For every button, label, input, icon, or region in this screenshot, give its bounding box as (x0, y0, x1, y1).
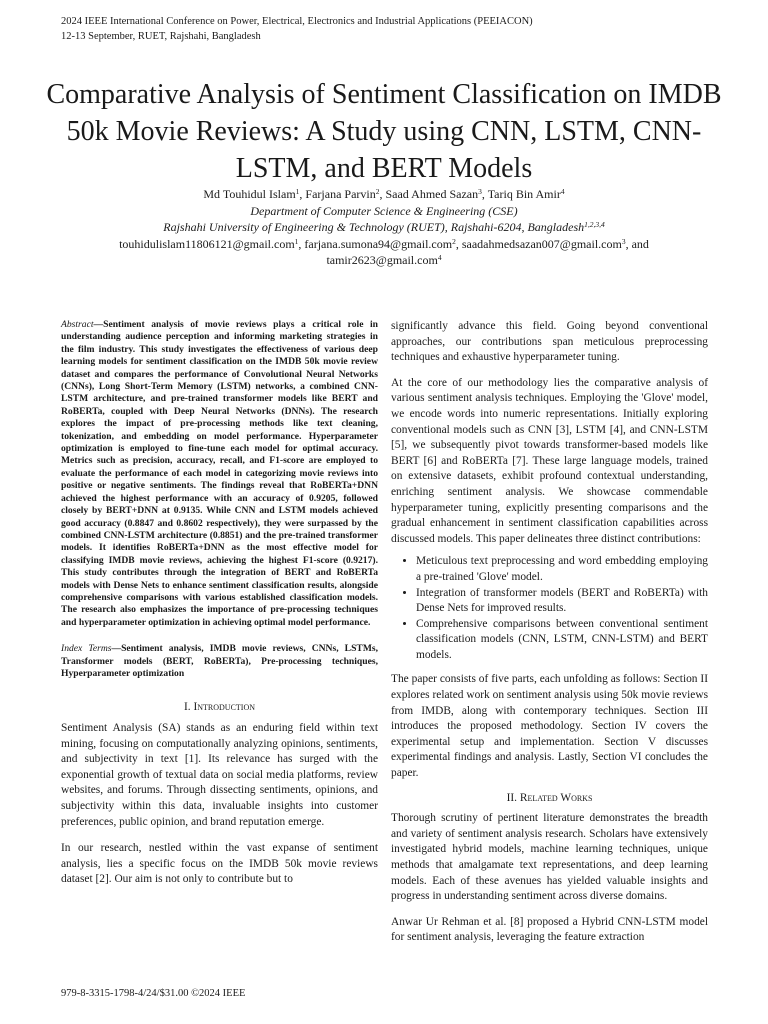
email-link[interactable]: saadahmedsazan007@gmail.com (461, 236, 622, 251)
department: Department of Computer Science & Engineering (CSE) (250, 203, 518, 218)
author-block (30, 186, 738, 269)
section-heading-related-works: II. Related Works (506, 791, 593, 804)
copyright-footer: 979-8-3315-1798-4/24/$31.00 ©2024 IEEE (61, 988, 246, 999)
university-affiliation-mark: 1,2,3,4 (584, 220, 605, 229)
email-list: touhidulislam11806121@gmail.com$^1$, farjana.sumona94@gmail.com$^2$, saadahmedsazan007@gmail.com$^3$, and tamir2623@gmail.com$^4$ (119, 236, 649, 267)
abstract-label: Abstract (61, 319, 94, 330)
right-paragraph-5: Anwar Ur Rehman et al. [8] proposed a Hybrid CNN-LSTM model for sentiment analysis, leveraging the feature extraction (391, 915, 708, 944)
list-item: • Integration of transformer models (BERT and RoBERTa) with Dense Nets for improved results. (416, 586, 708, 617)
email-link[interactable]: farjana.sumona94@gmail.com (304, 236, 453, 251)
right-paragraph-2: At the core of our methodology lies the comparative analysis of various sentiment analysis techniques. Employing the 'Glove' model, we encode words into numeric representations. Initially exploring conventional models such as CNN [3], LSTM [4], and CNN-LSTM [5], we subsequently pivot towards transformer-based models like BERT [6] and RoBERTa [7]. These large language models, trained on extensive datasets, exhibit profound contextual understanding, enriching sentiment analysis. We showcase commendable hyperparameter tuning, explicitly presenting comparisons and the gradual enhancement in sentiment classification capabilities across discussed models. This paper delineates three distinct contributions: (391, 376, 708, 545)
university (30, 219, 738, 236)
author-name: Saad Ahmed Sazan (385, 187, 479, 201)
abstract (61, 319, 378, 629)
email-affiliation-mark: 4 (437, 253, 442, 262)
intro-paragraph-1: Sentiment Analysis (SA) stands as an enduring field within text mining, focusing on computationally analyzing opinions, sentiments, and subjectivity in text [1]. Its relevance has surged with the exponential growth of textual data on social media platforms, review websites, and forums. Through dissecting sentiments, opinions, and subjectivity within this data, invaluable insights into customer preferences, public opinion, and brand reputation emerge. (61, 721, 378, 828)
index-terms-label: Index Terms (61, 643, 112, 655)
right-paragraph-4: Thorough scrutiny of pertinent literature demonstrates the breadth and variety of sentiment analysis research. Scholars have extensively investigated hybrid models, machine learning techniques, unique methods that amalgamate text representations, and deep learning models. Each of these avenues has yielded valuable insights and progress in understanding sentiment across diverse domains. (391, 812, 708, 903)
email-affiliation-mark: 1 (294, 236, 299, 246)
contribution-list (391, 554, 708, 663)
index-terms-text: —Sentiment analysis, IMDB movie reviews, CNNs, LSTMs, Transformer models (BERT, RoBERTa), Pre-processing techniques, Hyperparameter optimization (61, 643, 379, 679)
conference-line-2: 12-13 September, RUET, Rajshahi, Bangladesh (61, 31, 261, 42)
university-name: Rajshahi University of Engineering & Technology (RUET), Rajshahi-6204, Bangladesh (163, 220, 585, 234)
right-paragraph-1: significantly advance this field. Going beyond conventional approaches, our contributions span meticulous preprocessing techniques and exhaustive hyperparameter tuning. (391, 320, 708, 364)
index-terms (61, 643, 378, 680)
author-affiliation-mark: 1 (295, 187, 300, 196)
email-affiliation-mark: 3 (621, 236, 626, 246)
email-link[interactable]: touhidulislam11806121@gmail.com (119, 236, 295, 251)
author-affiliation-mark: 2 (375, 187, 380, 196)
intro-paragraph-2: In our research, nestled within the vast expanse of sentiment analysis, lies a specific focus on the IMDB 50k movie reviews dataset [2]. Our aim is not only to contribute but to (61, 842, 378, 886)
author-name: Tariq Bin Amir (487, 187, 561, 201)
conference-header (61, 14, 533, 44)
paper-title: Comparative Analysis of Sentiment Classification on IMDB 50k Movie Reviews: A Study using CNN, LSTM, CNN-LSTM, and BERT Models (46, 79, 722, 184)
right-column (391, 319, 708, 946)
author-affiliation-mark: 3 (478, 187, 482, 196)
author-name: Farjana Parvin (305, 187, 376, 201)
right-paragraph-3: The paper consists of five parts, each unfolding as follows: Section II explores related work on sentiment analysis using 50k movie reviews from IMDB, along with contemporary techniques. Section III introduces the proposed methodology. Section IV covers the experimental setup and implementation. Section V discusses experimental findings and analysis. Lastly, Section VI concludes the paper. (391, 673, 708, 780)
list-item: • Meticulous text preprocessing and word embedding employing a pre-trained 'Glove' model. (416, 554, 708, 585)
email-affiliation-mark: 2 (452, 236, 456, 246)
author-list: Md Touhidul Islam$^1$, Farjana Parvin$^2$, Saad Ahmed Sazan$^3$, Tariq Bin Amir$^4$ (203, 187, 565, 201)
conference-line-1: 2024 IEEE International Conference on Power, Electrical, Electronics and Industrial Applications (PEEIACON) (61, 16, 533, 27)
abstract-text: —Sentiment analysis of movie reviews plays a critical role in understanding audience perception and informing marketing strategies in the film industry. This study investigates the effectiveness of various deep learning models for sentiment classification on the IMDB 50k movie review dataset and compares the performance of Convolutional Neural Networks (CNNs), Long Short-Term Memory (LSTM) networks, a combined CNN-LSTM architecture, and pre-trained transformer models like BERT and RoBERTa, coupled with Deep Neural Networks (DNNs). The research explores the impact of pre-processing methods like text cleaning, tokenization, and embedding on model performance. Hyperparameter optimization is employed to fine-tune each model for optimal accuracy. Metrics such as precision, accuracy, recall, and F1-score are employed to evaluate the performance of each model in categorizing movie reviews into positive or negative sentiments. The findings reveal that RoBERTa+DNN achieved the highest performance with an accuracy of 0.9205, followed closely by BERT+DNN at 0.9135. While CNN and LSTM models achieved good accuracy (0.8847 and 0.8602 respectively), they were surpassed by the combined CNN-LSTM architecture (0.8851) and the pre-trained transformer models. It identifies RoBERTa+DNN as the most effective model for classifying IMDB movie reviews, achieving the highest F1-score (0.9217). This study contributes through the integration of BERT and RoBERTa models with Dense Nets to enhance sentiment classification results, alongside comprehensive comparisons with various established classification models. The research also emphasizes the importance of pre-processing techniques and hyperparameter optimization in achieving optimal model performance. (61, 319, 378, 628)
author-affiliation-mark: 4 (560, 187, 565, 196)
author-name: Md Touhidul Islam (203, 187, 296, 201)
left-column (61, 319, 378, 888)
email-link[interactable]: tamir2623@gmail.com (326, 253, 438, 267)
list-item: • Comprehensive comparisons between conventional sentiment classification models (CNN, LSTM, CNN-LSTM) and BERT models. (416, 617, 708, 664)
section-heading-introduction: I. Introduction (183, 701, 256, 714)
